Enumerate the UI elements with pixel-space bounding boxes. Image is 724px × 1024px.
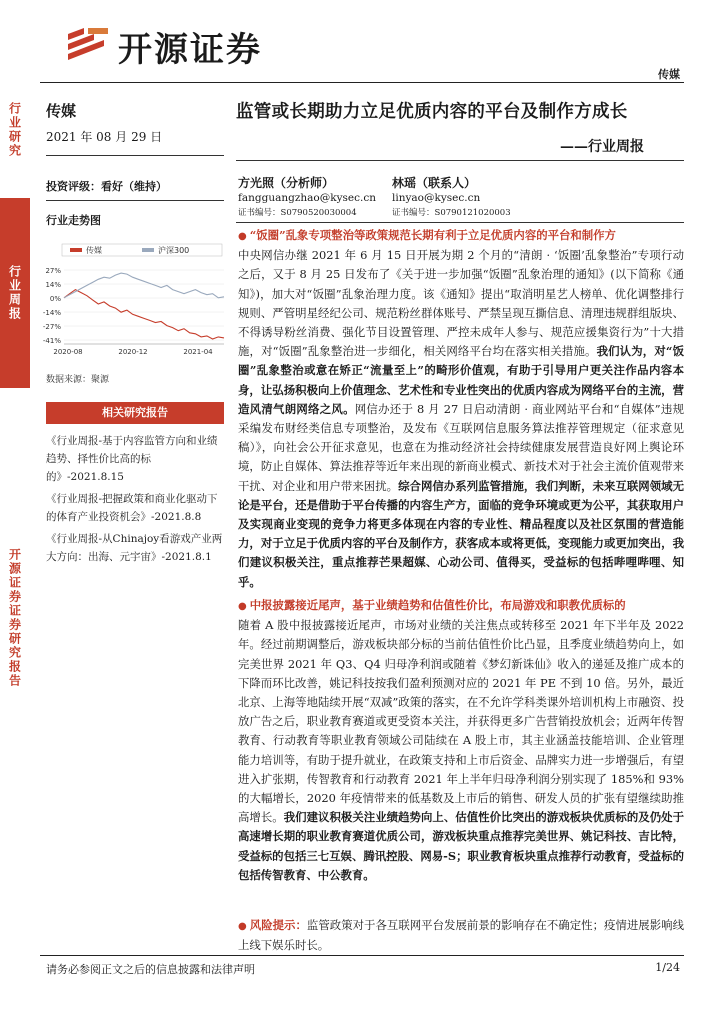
report-title: 监管或长期助力立足优质内容的平台及制作方成长 xyxy=(236,102,628,122)
x-tick-label: 2020-12 xyxy=(118,348,148,356)
y-tick-label: -41% xyxy=(42,337,61,345)
legend-label: 沪深300 xyxy=(158,246,190,255)
y-tick-label: -14% xyxy=(42,309,61,317)
paragraph: 随着 A 股中报披露接近尾声，市场对业绩的关注焦点或转移至 2021 年下半年及 2022 年。经过前期调整后，游戏板块部分标的当前估值性价比凸显，且季度业绩趋势向上，如完美世界 2021 年 Q3、Q4 归母净利润或随着《梦幻新诛仙》收入的递延及推广成本的下降而环比改善，姚记科技按我们盈利预测对应的 2021 年 PE 不到 10 倍。另外，最近北京、上海等地陆续开展“双减”政策的落实，在不允许学科类课外培训机构上市融资、投放广告之后，职业教育赛道或更受资本关注，并获得更多广告营销投放机会；近两年传智教育、行动教育等职业教育领域公司陆续在 A 股上市，其主业涵盖技能培训、企业管理能力培训等，有助于提升就业，在政策支持和上市后资金、品牌实力进一步增强后，有望进入扩张期，传智教育和行动教育 2021 年上半年归母净利润分别实现了 185%和 93%的大幅增长，2020 年疫情带来的低基数及上市后的销售、研发人员的扩张有望继续助推高增长。 xyxy=(238,618,684,825)
y-tick-label: -27% xyxy=(42,323,61,331)
side-tab-report: 开源证券证券研究报告 xyxy=(0,398,30,838)
analyst-name: 林瑶（联系人） xyxy=(392,176,477,190)
left-divider xyxy=(46,155,224,156)
analyst-divider xyxy=(236,222,684,223)
sector-name: 传媒 xyxy=(46,102,77,120)
y-tick-label: 0% xyxy=(49,295,61,303)
header-sector-tag: 传媒 xyxy=(658,68,680,81)
paragraph: 网信办还于 8 月 27 日启动清朗 · 商业网站平台和“自媒体”违规采编发布财经类信息专项整治，及发布《互联网信息服务算法推荐管理规定（征求意见稿）》，向社会公开征求意见，也意在为推动经济社会持续健康发展营造良好网上舆论环境，防止自媒体、算法推荐等近年来出现的新商业模式、新技术对于社会主流价值观带来干扰、对企业和用户带来困扰。 xyxy=(238,401,684,493)
paragraph-bold: 综合网信办系列监管措施，我们判断，未来互联网领域无论是平台，还是借助于平台传播的内容生产方，面临的竞争环境或更为公平，其获取用户及实现商业变现的竞争力将更多体现在内容的专业性、精品程度以及社区氛围的营造能力，对于立足于优质内容的平台及制作方，获客成本或将更低，变现能力或更加突出，我们建议积极关注，重点推荐芒果超媒、心动公司、值得买，受益标的包括哔哩哔哩、知乎。 xyxy=(238,478,684,589)
report-subtitle: ——行业周报 xyxy=(560,139,644,155)
legend-swatch xyxy=(142,248,154,252)
section-heading: “饭圈”乱象专项整治等政策规范长期有利于立足优质内容的平台和制作方 xyxy=(249,228,616,242)
x-tick-label: 2020-08 xyxy=(53,348,83,356)
related-report-item[interactable]: 《行业周报-基于内容监管方向和业绩趋势、择性价比高的标的》-2021.8.15 xyxy=(46,435,218,483)
footer-divider xyxy=(40,955,684,956)
legend-swatch xyxy=(70,248,82,252)
left-divider xyxy=(46,200,224,201)
footer-disclaimer[interactable]: 请务必参阅正文之后的信息披露和法律声明 xyxy=(46,963,255,976)
related-report-item[interactable]: 《行业周报-从Chinajoy看游戏产业两大方向：出海、元宇宙》-2021.8.1 xyxy=(46,533,223,563)
bullet-icon: ● xyxy=(238,921,247,932)
section-1 xyxy=(238,226,684,592)
brand-name: 开源证券 xyxy=(118,30,262,70)
analyst-name: 方光照（分析师） xyxy=(238,176,335,190)
analyst-2 xyxy=(392,176,511,221)
analyst-email[interactable]: linyao@kysec.cn xyxy=(392,192,481,204)
analyst-cert: 证书编号：S0790121020003 xyxy=(392,208,511,218)
related-reports-header: 相关研究报告 xyxy=(46,402,224,424)
title-divider xyxy=(236,160,684,161)
page-number: 1/24 xyxy=(655,961,680,974)
paragraph-bold: 我们认为，对“饭圈”乱象整治或意在矫正“流量至上”的畸形价值观，有助于引导用户更关注作品内容本身，让弘扬积极向上价值理念、艺术性和专业性突出的优质内容成为网络平台的主流，营造风清气朗网络之风。 xyxy=(238,344,684,416)
bullet-icon: ● xyxy=(238,231,247,242)
section-2 xyxy=(238,596,684,885)
analyst-email[interactable]: fangguangzhao@kysec.cn xyxy=(238,192,376,204)
related-reports-list xyxy=(46,432,226,570)
section-heading: 中报披露接近尾声，基于业绩趋势和估值性价比，布局游戏和职教优质标的 xyxy=(249,598,626,612)
x-tick-label: 2021-04 xyxy=(183,348,213,356)
legend-label: 传媒 xyxy=(86,246,102,255)
bullet-icon: ● xyxy=(238,601,247,612)
related-report-item[interactable]: 《行业周报-把握政策和商业化驱动下的体育产业投资机会》-2021.8.8 xyxy=(46,493,218,523)
trend-chart-title: 行业走势图 xyxy=(46,214,101,227)
analyst-cert: 证书编号：S0790520030004 xyxy=(238,208,357,218)
paragraph: 中央网信办继 2021 年 6 月 15 日开展为期 2 个月的“清朗 · ‘饭圈’乱象整治”专项行动之后，又于 8 月 25 日发布了《关于进一步加强“饭圈”乱象治理的通知》(以下简称《通知》)，加大对“饭圈”乱象治理力度。该《通知》提出“取消明星艺人榜单、优化调整排行规则、严管明星经纪公司、规范粉丝群体账号、严禁呈现互撕信息、清理违规群组版块、不得诱导粉丝消费、强化节目设置管理、严控未成年人参与、规范应援集资行为”十大措施，对“饭圈”乱象整治进一步细化，相关网络平台均在落实相关措施。 xyxy=(238,248,684,359)
brand-logo-icon xyxy=(64,24,110,64)
data-source: 数据来源：聚源 xyxy=(46,375,110,385)
y-tick-label: 14% xyxy=(45,281,61,289)
header-divider xyxy=(40,82,684,83)
side-tab-weekly: 行业周报 xyxy=(0,198,30,388)
risk-text: 监管政策对于各互联网平台发展前景的影响存在不确定性；疫情进展影响线上线下娱乐时长。 xyxy=(238,918,684,953)
trend-chart xyxy=(36,242,228,362)
y-tick-label: 27% xyxy=(45,267,61,275)
report-date: 2021 年 08 月 29 日 xyxy=(46,130,163,144)
investment-rating: 投资评级：看好（维持） xyxy=(46,180,167,193)
series-line xyxy=(64,273,224,298)
risk-heading: 风险提示： xyxy=(249,918,307,932)
paragraph-bold: 我们建议积极关注业绩趋势向上、估值性价比突出的游戏板块优质标的及仍处于高速增长期的职业教育赛道优质公司，游戏板块重点推荐完美世界、姚记科技、吉比特，受益标的包括三七互娱、腾讯控股、网易-S；职业教育板块重点推荐行动教育，受益标的包括传智教育、中公教育。 xyxy=(238,810,684,882)
analyst-1 xyxy=(238,176,376,221)
side-tab-research: 行业研究 xyxy=(0,70,30,190)
section-3 xyxy=(238,916,684,955)
series-line xyxy=(64,290,224,339)
